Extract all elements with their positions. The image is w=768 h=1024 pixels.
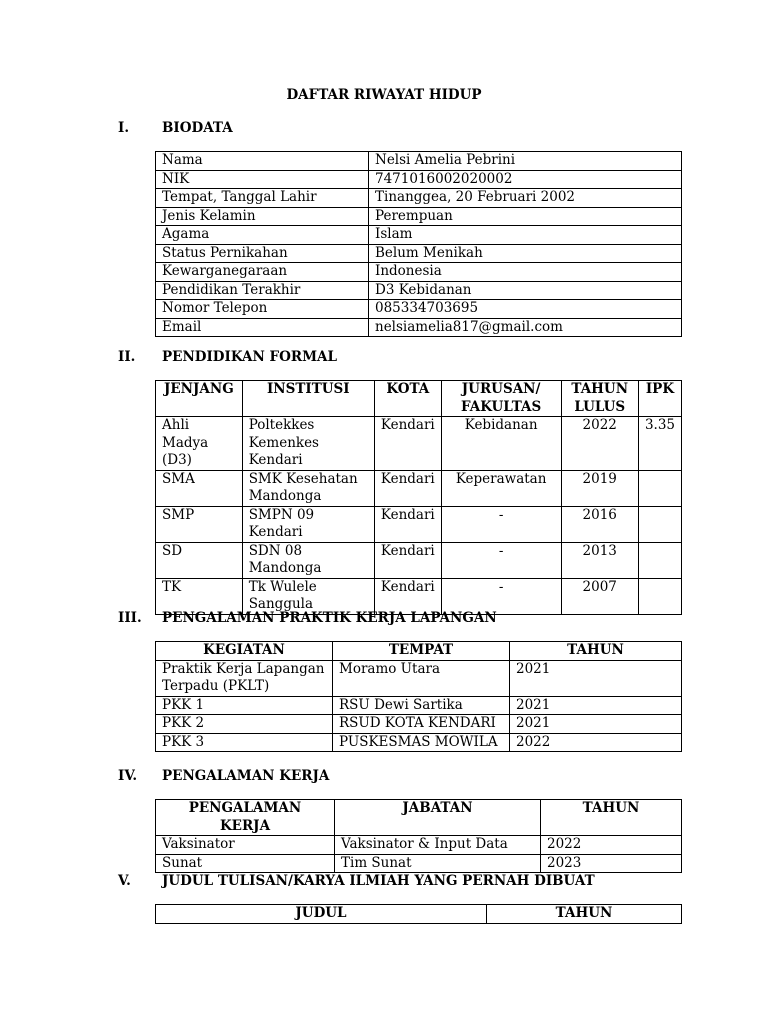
education-cell: SDN 08 Mandonga (242, 542, 374, 578)
biodata-label: Nama (156, 152, 369, 171)
practice-cell: RSUD KOTA KENDARI (333, 715, 510, 734)
biodata-row (156, 263, 682, 282)
biodata-value: Belum Menikah (369, 244, 682, 263)
biodata-row (156, 170, 682, 189)
biodata-row (156, 152, 682, 171)
education-cell: 2007 (561, 578, 638, 614)
education-cell: TK (156, 578, 243, 614)
section-2-title: PENDIDIKAN FORMAL (162, 349, 337, 365)
biodata-row (156, 300, 682, 319)
practice-header-cell: TAHUN (510, 642, 682, 661)
education-cell: - (441, 506, 561, 542)
section-1-title: BIODATA (162, 120, 233, 136)
practice-header-cell: KEGIATAN (156, 642, 333, 661)
section-5-number: V. (118, 873, 131, 889)
biodata-value: Perempuan (369, 207, 682, 226)
biodata-label: Nomor Telepon (156, 300, 369, 319)
education-header-cell: INSTITUSI (242, 381, 374, 417)
education-row (156, 542, 682, 578)
work-cell: 2022 (541, 836, 682, 855)
education-cell (638, 506, 681, 542)
education-row (156, 506, 682, 542)
education-cell: SMPN 09 Kendari (242, 506, 374, 542)
work-header-cell: JABATAN (335, 800, 541, 836)
biodata-label: Agama (156, 226, 369, 245)
education-cell: Kendari (374, 470, 441, 506)
education-cell: Kendari (374, 578, 441, 614)
practice-row (156, 715, 682, 734)
practice-header-cell: TEMPAT (333, 642, 510, 661)
education-cell: Kendari (374, 542, 441, 578)
education-cell: 2019 (561, 470, 638, 506)
section-1-number: I. (118, 120, 130, 136)
biodata-row (156, 244, 682, 263)
education-cell: - (441, 578, 561, 614)
education-cell (638, 578, 681, 614)
work-header-cell: PENGALAMAN KERJA (156, 800, 335, 836)
education-cell: Poltekkes Kemenkes Kendari (242, 417, 374, 471)
biodata-value: Indonesia (369, 263, 682, 282)
papers-header-row (156, 905, 682, 924)
education-header-cell: IPK (638, 381, 681, 417)
work-table (155, 799, 682, 873)
biodata-value: Islam (369, 226, 682, 245)
practice-cell: 2021 (510, 715, 682, 734)
biodata-value: nelsiamelia817@gmail.com (369, 318, 682, 337)
education-cell: Keperawatan (441, 470, 561, 506)
work-header-row (156, 800, 682, 836)
biodata-row (156, 207, 682, 226)
biodata-table (155, 151, 682, 337)
practice-table (155, 641, 682, 752)
practice-cell: RSU Dewi Sartika (333, 696, 510, 715)
biodata-label: Kewarganegaraan (156, 263, 369, 282)
papers-header-cell: TAHUN (487, 905, 682, 924)
education-cell: - (441, 542, 561, 578)
work-header-cell: TAHUN (541, 800, 682, 836)
education-cell: Kebidanan (441, 417, 561, 471)
section-4-number: IV. (118, 768, 138, 784)
papers-header-cell: JUDUL (156, 905, 487, 924)
education-cell: SMK Kesehatan Mandonga (242, 470, 374, 506)
education-row (156, 578, 682, 614)
work-cell: Sunat (156, 854, 335, 873)
education-cell: SMP (156, 506, 243, 542)
education-cell (638, 542, 681, 578)
practice-header-row (156, 642, 682, 661)
practice-cell: PKK 2 (156, 715, 333, 734)
work-row (156, 854, 682, 873)
education-cell: 2013 (561, 542, 638, 578)
practice-row (156, 733, 682, 752)
practice-row (156, 696, 682, 715)
section-3-title: PENGALAMAN PRAKTIK KERJA LAPANGAN (162, 610, 497, 626)
education-cell: SMA (156, 470, 243, 506)
biodata-value: 7471016002020002 (369, 170, 682, 189)
practice-row (156, 660, 682, 696)
education-cell: 2016 (561, 506, 638, 542)
biodata-row (156, 281, 682, 300)
section-3-number: III. (118, 610, 142, 626)
papers-table (155, 904, 682, 924)
education-header-cell: TAHUN LULUS (561, 381, 638, 417)
work-cell: Tim Sunat (335, 854, 541, 873)
biodata-row (156, 189, 682, 208)
biodata-label: Tempat, Tanggal Lahir (156, 189, 369, 208)
biodata-value: Nelsi Amelia Pebrini (369, 152, 682, 171)
practice-cell: Praktik Kerja Lapangan Terpadu (PKLT) (156, 660, 333, 696)
biodata-value: D3 Kebidanan (369, 281, 682, 300)
education-cell: Tk Wulele Sanggula (242, 578, 374, 614)
practice-cell: Moramo Utara (333, 660, 510, 696)
work-cell: Vaksinator & Input Data (335, 836, 541, 855)
practice-cell: PUSKESMAS MOWILA (333, 733, 510, 752)
education-header-cell: JURUSAN/ FAKULTAS (441, 381, 561, 417)
biodata-label: NIK (156, 170, 369, 189)
education-cell: 3.35 (638, 417, 681, 471)
biodata-label: Email (156, 318, 369, 337)
biodata-value: Tinanggea, 20 Februari 2002 (369, 189, 682, 208)
work-row (156, 836, 682, 855)
document-title: DAFTAR RIWAYAT HIDUP (286, 87, 482, 103)
education-header-row (156, 381, 682, 417)
section-2-number: II. (118, 349, 136, 365)
education-row (156, 417, 682, 471)
practice-cell: PKK 3 (156, 733, 333, 752)
education-header-cell: JENJANG (156, 381, 243, 417)
education-cell: Kendari (374, 417, 441, 471)
biodata-label: Jenis Kelamin (156, 207, 369, 226)
education-cell: Ahli Madya (D3) (156, 417, 243, 471)
education-header-cell: KOTA (374, 381, 441, 417)
biodata-label: Status Pernikahan (156, 244, 369, 263)
education-cell (638, 470, 681, 506)
biodata-label: Pendidikan Terakhir (156, 281, 369, 300)
biodata-value: 085334703695 (369, 300, 682, 319)
practice-cell: 2022 (510, 733, 682, 752)
section-5-title: JUDUL TULISAN/KARYA ILMIAH YANG PERNAH DIBUAT (162, 873, 595, 889)
education-cell: 2022 (561, 417, 638, 471)
biodata-row (156, 318, 682, 337)
education-table (155, 380, 682, 615)
education-cell: Kendari (374, 506, 441, 542)
work-cell: Vaksinator (156, 836, 335, 855)
work-cell: 2023 (541, 854, 682, 873)
education-row (156, 470, 682, 506)
education-cell: SD (156, 542, 243, 578)
practice-cell: 2021 (510, 660, 682, 696)
practice-cell: 2021 (510, 696, 682, 715)
practice-cell: PKK 1 (156, 696, 333, 715)
section-4-title: PENGALAMAN KERJA (162, 768, 330, 784)
biodata-row (156, 226, 682, 245)
